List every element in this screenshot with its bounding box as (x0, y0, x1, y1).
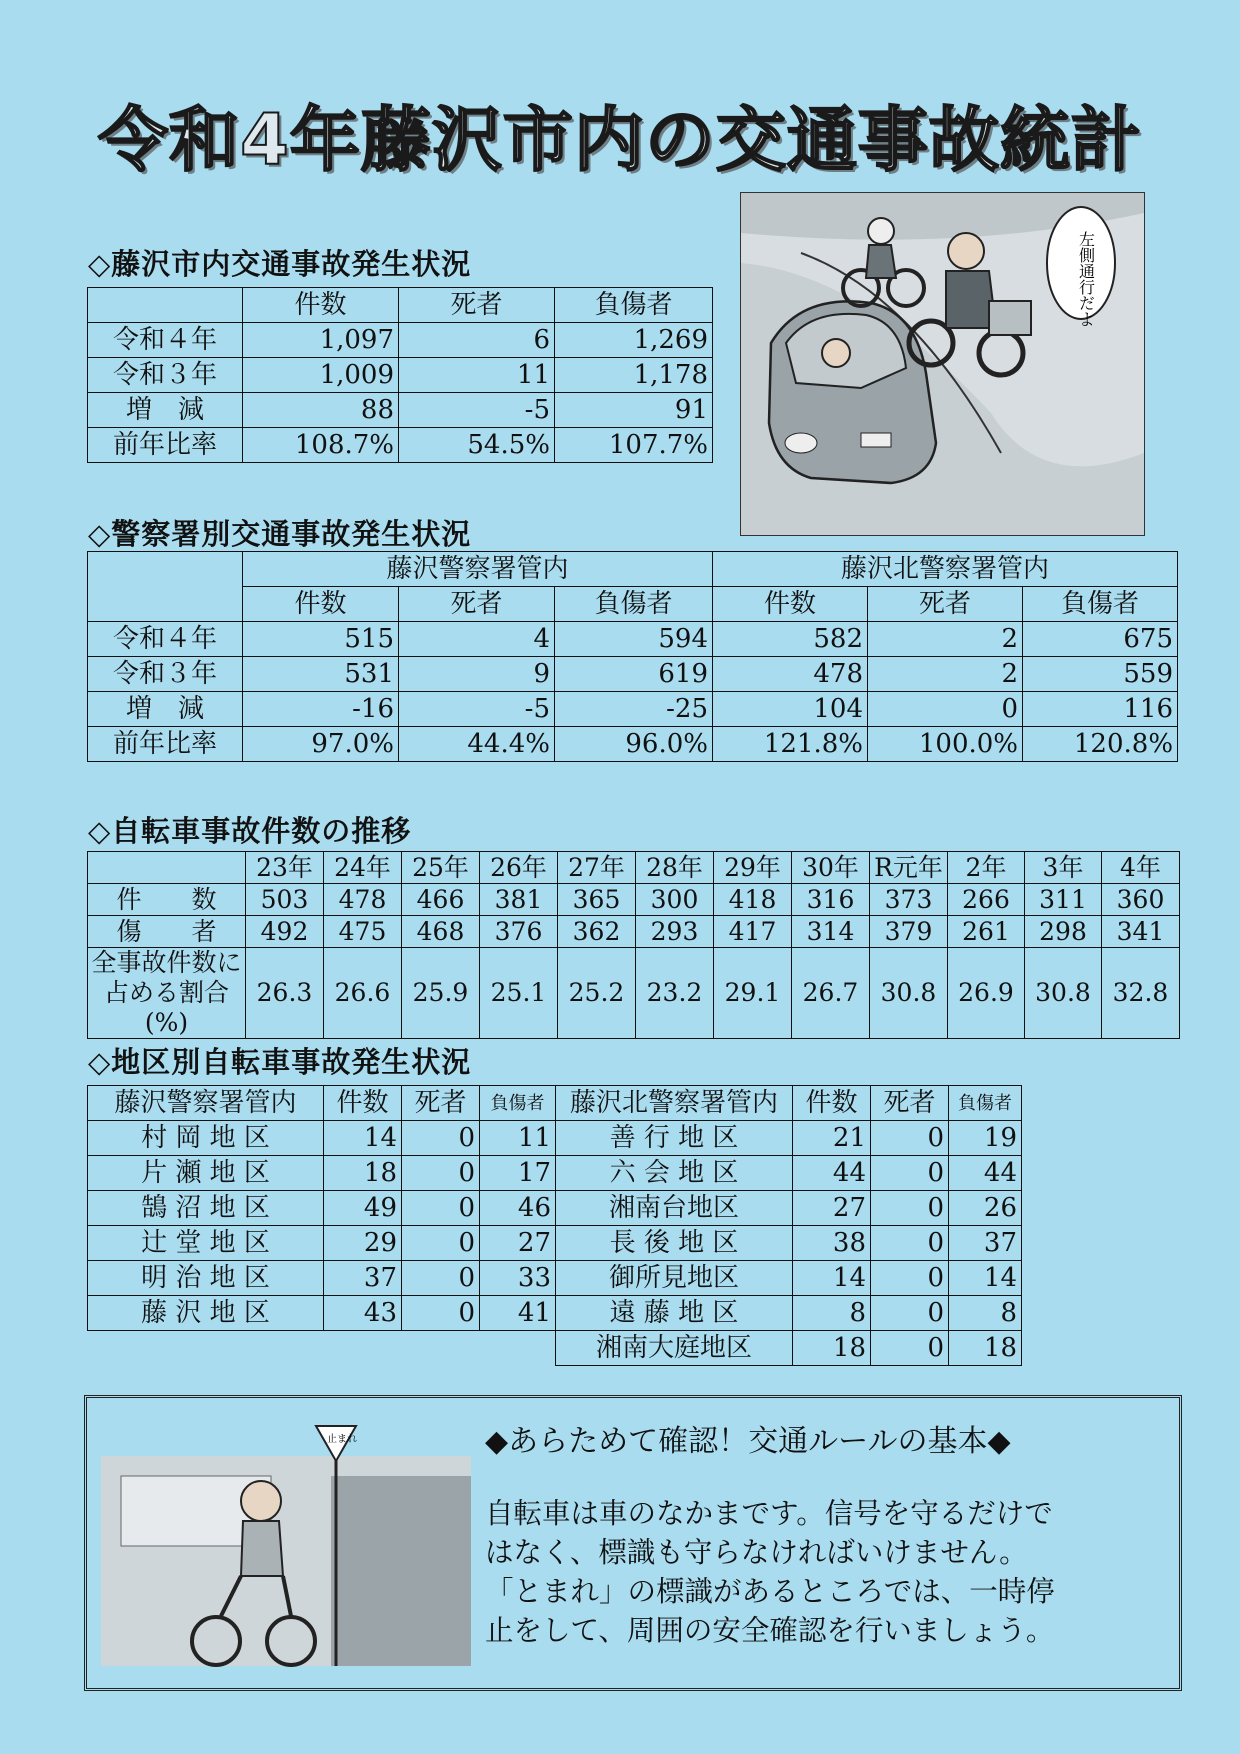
district-name: 片 瀬 地 区 (88, 1156, 324, 1191)
table-cell: 0 (402, 1156, 480, 1191)
table-cell: 466 (402, 884, 480, 916)
year-header: 28年 (636, 852, 714, 884)
year-header: 30年 (792, 852, 870, 884)
table-cell: 341 (1102, 916, 1180, 948)
table-cell: 44 (793, 1156, 871, 1191)
table-cell: 0 (871, 1226, 949, 1261)
table-row (88, 657, 1178, 692)
table-cell: 37 (949, 1226, 1022, 1261)
table-cell: 116 (1023, 692, 1178, 727)
table-cell: 0 (402, 1261, 480, 1296)
table-cell: 26 (949, 1191, 1022, 1226)
table-cell: 19 (949, 1121, 1022, 1156)
district-name: 辻 堂 地 区 (88, 1226, 324, 1261)
table-cell: 298 (1025, 916, 1102, 948)
section-heading-bicycle-trend: ◇自転車事故件数の推移 (88, 814, 412, 848)
table-cell: -5 (399, 692, 555, 727)
table-cell: 594 (555, 622, 713, 657)
row-label: 全事故件数に占める割合(%) (88, 948, 246, 1039)
table-cell: 96.0% (555, 727, 713, 762)
table-cell: 26.7 (792, 948, 870, 1039)
table-cell: 97.0% (243, 727, 399, 762)
table-row (88, 727, 1178, 762)
empty-cell (480, 1331, 556, 1366)
district-name: 善 行 地 区 (556, 1121, 793, 1156)
year-header: 3年 (1025, 852, 1102, 884)
table-cell: 1,097 (243, 323, 399, 358)
year-header: 27年 (558, 852, 636, 884)
table-cell: 0 (402, 1226, 480, 1261)
header-cell: 負傷者 (480, 1086, 556, 1121)
table-cell: 91 (555, 393, 713, 428)
row-label: 令和４年 (88, 622, 243, 657)
table-cell: 18 (949, 1331, 1022, 1366)
table-row (88, 1261, 1022, 1296)
table-cell: 8 (793, 1296, 871, 1331)
table-row (88, 692, 1178, 727)
table-row (88, 358, 713, 393)
table-cell: 14 (324, 1121, 402, 1156)
table-cell: 314 (792, 916, 870, 948)
speech-text: 左側通行だよ (1076, 231, 1096, 327)
table-cell: 46 (480, 1191, 556, 1226)
table-cell: 23.2 (636, 948, 714, 1039)
table-cell: 675 (1023, 622, 1178, 657)
rules-line: 止をして、周囲の安全確認を行いましょう。 (485, 1614, 1055, 1647)
year-header: 29年 (714, 852, 792, 884)
header-cell: 死者 (402, 1086, 480, 1121)
table-cell: 107.7% (555, 428, 713, 463)
table-cell: 27 (480, 1226, 556, 1261)
city-accident-table (87, 287, 713, 463)
table-row (88, 884, 1180, 916)
header-cell: 件数 (243, 587, 399, 622)
table-cell: 311 (1025, 884, 1102, 916)
district-name: 六 会 地 区 (556, 1156, 793, 1191)
row-label: 令和３年 (88, 657, 243, 692)
table-cell: 18 (324, 1156, 402, 1191)
district-name: 鵠 沼 地 区 (88, 1191, 324, 1226)
district-name: 長 後 地 区 (556, 1226, 793, 1261)
section-heading-city: ◇藤沢市内交通事故発生状況 (88, 247, 472, 281)
table-cell: 478 (713, 657, 868, 692)
traffic-rules-box (84, 1395, 1182, 1691)
table-cell: 293 (636, 916, 714, 948)
table-cell: 26.9 (948, 948, 1025, 1039)
table-row (88, 622, 1178, 657)
header-cell (88, 552, 243, 622)
year-header: 2年 (948, 852, 1025, 884)
district-name: 遠 藤 地 区 (556, 1296, 793, 1331)
year-header: 25年 (402, 852, 480, 884)
table-cell: 120.8% (1023, 727, 1178, 762)
table-cell: 33 (480, 1261, 556, 1296)
table-cell: 27 (793, 1191, 871, 1226)
header-cell: 負傷者 (555, 288, 713, 323)
table-row (88, 1121, 1022, 1156)
table-cell: 0 (871, 1261, 949, 1296)
table-group-header-row (88, 552, 1178, 587)
header-cell: 死者 (868, 587, 1023, 622)
row-label: 前年比率 (88, 428, 243, 463)
district-name: 湘南大庭地区 (556, 1331, 793, 1366)
table-cell: 26.6 (324, 948, 402, 1039)
table-cell: 376 (480, 916, 558, 948)
empty-cell (402, 1331, 480, 1366)
table-cell: 54.5% (399, 428, 555, 463)
section-heading-police: ◇警察署別交通事故発生状況 (88, 517, 472, 551)
table-cell: 18 (793, 1331, 871, 1366)
row-label: 傷 者 (88, 916, 246, 948)
year-header: R元年 (870, 852, 948, 884)
table-cell: 121.8% (713, 727, 868, 762)
rules-text (485, 1494, 1165, 1650)
group-header-fujisawa-kita: 藤沢北警察署管内 (713, 552, 1178, 587)
table-cell: 29 (324, 1226, 402, 1261)
table-cell: 418 (714, 884, 792, 916)
bicycle-trend-table (87, 851, 1180, 1039)
table-cell: 32.8 (1102, 948, 1180, 1039)
table-cell: 8 (949, 1296, 1022, 1331)
table-cell: 17 (480, 1156, 556, 1191)
group-header-fujisawa: 藤沢警察署管内 (243, 552, 713, 587)
table-cell: 515 (243, 622, 399, 657)
table-cell: 582 (713, 622, 868, 657)
table-cell: -5 (399, 393, 555, 428)
table-cell: 373 (870, 884, 948, 916)
table-cell: 0 (871, 1191, 949, 1226)
year-header: 23年 (246, 852, 324, 884)
table-cell: 379 (870, 916, 948, 948)
table-cell: 21 (793, 1121, 871, 1156)
header-cell: 件数 (793, 1086, 871, 1121)
table-cell: 11 (399, 358, 555, 393)
table-cell: 26.3 (246, 948, 324, 1039)
table-cell: 0 (868, 692, 1023, 727)
table-row (88, 1156, 1022, 1191)
district-name: 御所見地区 (556, 1261, 793, 1296)
empty-cell (324, 1331, 402, 1366)
table-cell: 360 (1102, 884, 1180, 916)
table-cell: 44 (949, 1156, 1022, 1191)
district-name: 村 岡 地 区 (88, 1121, 324, 1156)
header-cell: 負傷者 (555, 587, 713, 622)
table-cell: 2 (868, 657, 1023, 692)
table-cell: 0 (871, 1296, 949, 1331)
table-cell: 417 (714, 916, 792, 948)
stop-sign-illustration (101, 1434, 471, 1666)
header-cell: 死者 (871, 1086, 949, 1121)
table-cell: 37 (324, 1261, 402, 1296)
year-header: 26年 (480, 852, 558, 884)
table-cell: 25.9 (402, 948, 480, 1039)
empty-cell (88, 1331, 324, 1366)
district-name: 藤 沢 地 区 (88, 1296, 324, 1331)
row-label: 前年比率 (88, 727, 243, 762)
table-cell: 104 (713, 692, 868, 727)
header-cell (88, 852, 246, 884)
rules-line: はなく、標識も守らなければいけません。 (485, 1536, 1028, 1569)
table-cell: -25 (555, 692, 713, 727)
table-cell: 6 (399, 323, 555, 358)
year-header: 24年 (324, 852, 402, 884)
header-cell: 藤沢警察署管内 (88, 1086, 324, 1121)
table-cell: 261 (948, 916, 1025, 948)
table-row (88, 393, 713, 428)
table-cell: 492 (246, 916, 324, 948)
header-cell (88, 288, 243, 323)
row-label: 件 数 (88, 884, 246, 916)
row-label: 増 減 (88, 393, 243, 428)
table-cell: 478 (324, 884, 402, 916)
table-cell: 41 (480, 1296, 556, 1331)
table-cell: 43 (324, 1296, 402, 1331)
traffic-illustration (740, 192, 1145, 536)
section-heading-district: ◇地区別自転車事故発生状況 (88, 1045, 472, 1079)
table-header-row (88, 587, 1178, 622)
table-row (88, 1296, 1022, 1331)
table-cell: 0 (871, 1156, 949, 1191)
table-cell: 381 (480, 884, 558, 916)
table-cell: 25.2 (558, 948, 636, 1039)
district-name: 明 治 地 区 (88, 1261, 324, 1296)
table-header-row (88, 1086, 1022, 1121)
table-cell: 316 (792, 884, 870, 916)
table-cell: 14 (949, 1261, 1022, 1296)
table-cell: 4 (399, 622, 555, 657)
table-cell: 531 (243, 657, 399, 692)
table-cell: 1,269 (555, 323, 713, 358)
table-cell: 30.8 (1025, 948, 1102, 1039)
car-icon (769, 301, 936, 483)
table-cell: 2 (868, 622, 1023, 657)
table-cell: 1,009 (243, 358, 399, 393)
table-row (88, 1191, 1022, 1226)
table-cell: 475 (324, 916, 402, 948)
rules-line: 自転車は車のなかまです。信号を守るだけで (485, 1497, 1053, 1530)
year-header: 4年 (1102, 852, 1180, 884)
table-cell: 30.8 (870, 948, 948, 1039)
table-cell: 14 (793, 1261, 871, 1296)
table-row (88, 1331, 1022, 1366)
table-cell: 0 (402, 1121, 480, 1156)
table-cell: 88 (243, 393, 399, 428)
table-row (88, 323, 713, 358)
table-cell: 0 (402, 1296, 480, 1331)
header-cell: 負傷者 (1023, 587, 1178, 622)
table-row (88, 1226, 1022, 1261)
table-cell: 25.1 (480, 948, 558, 1039)
table-cell: 1,178 (555, 358, 713, 393)
row-label: 令和４年 (88, 323, 243, 358)
rules-heading: ◆あらためて確認！交通ルールの基本◆ (485, 1424, 1011, 1459)
table-cell: 0 (871, 1331, 949, 1366)
header-cell: 死者 (399, 288, 555, 323)
header-cell: 藤沢北警察署管内 (556, 1086, 793, 1121)
header-cell: 件数 (243, 288, 399, 323)
table-row (88, 428, 713, 463)
table-row (88, 916, 1180, 948)
table-cell: 0 (402, 1191, 480, 1226)
table-cell: 365 (558, 884, 636, 916)
table-cell: 619 (555, 657, 713, 692)
rules-line: 「とまれ」の標識があるところでは、一時停 (485, 1575, 1055, 1608)
table-row (88, 948, 1180, 1039)
table-cell: 503 (246, 884, 324, 916)
table-cell: 11 (480, 1121, 556, 1156)
table-cell: 468 (402, 916, 480, 948)
sign-text: 止まれ (327, 1434, 357, 1445)
page-title: 令和4年藤沢市内の交通事故統計 (98, 99, 1142, 181)
police-station-table (87, 551, 1178, 762)
table-cell: 49 (324, 1191, 402, 1226)
table-cell: 266 (948, 884, 1025, 916)
header-cell: 負傷者 (949, 1086, 1022, 1121)
district-bicycle-table (87, 1085, 1022, 1366)
header-cell: 件数 (324, 1086, 402, 1121)
table-cell: 108.7% (243, 428, 399, 463)
table-cell: 559 (1023, 657, 1178, 692)
table-cell: 362 (558, 916, 636, 948)
table-cell: 29.1 (714, 948, 792, 1039)
header-cell: 死者 (399, 587, 555, 622)
table-cell: 100.0% (868, 727, 1023, 762)
table-header-row (88, 288, 713, 323)
table-cell: 38 (793, 1226, 871, 1261)
cyclist-stop-icon (101, 1434, 471, 1666)
district-name: 湘南台地区 (556, 1191, 793, 1226)
table-cell: -16 (243, 692, 399, 727)
header-cell: 件数 (713, 587, 868, 622)
row-label: 増 減 (88, 692, 243, 727)
bike-car-illustration (741, 193, 1144, 535)
table-cell: 300 (636, 884, 714, 916)
table-cell: 0 (871, 1121, 949, 1156)
table-cell: 9 (399, 657, 555, 692)
table-header-row (88, 852, 1180, 884)
table-cell: 44.4% (399, 727, 555, 762)
row-label: 令和３年 (88, 358, 243, 393)
